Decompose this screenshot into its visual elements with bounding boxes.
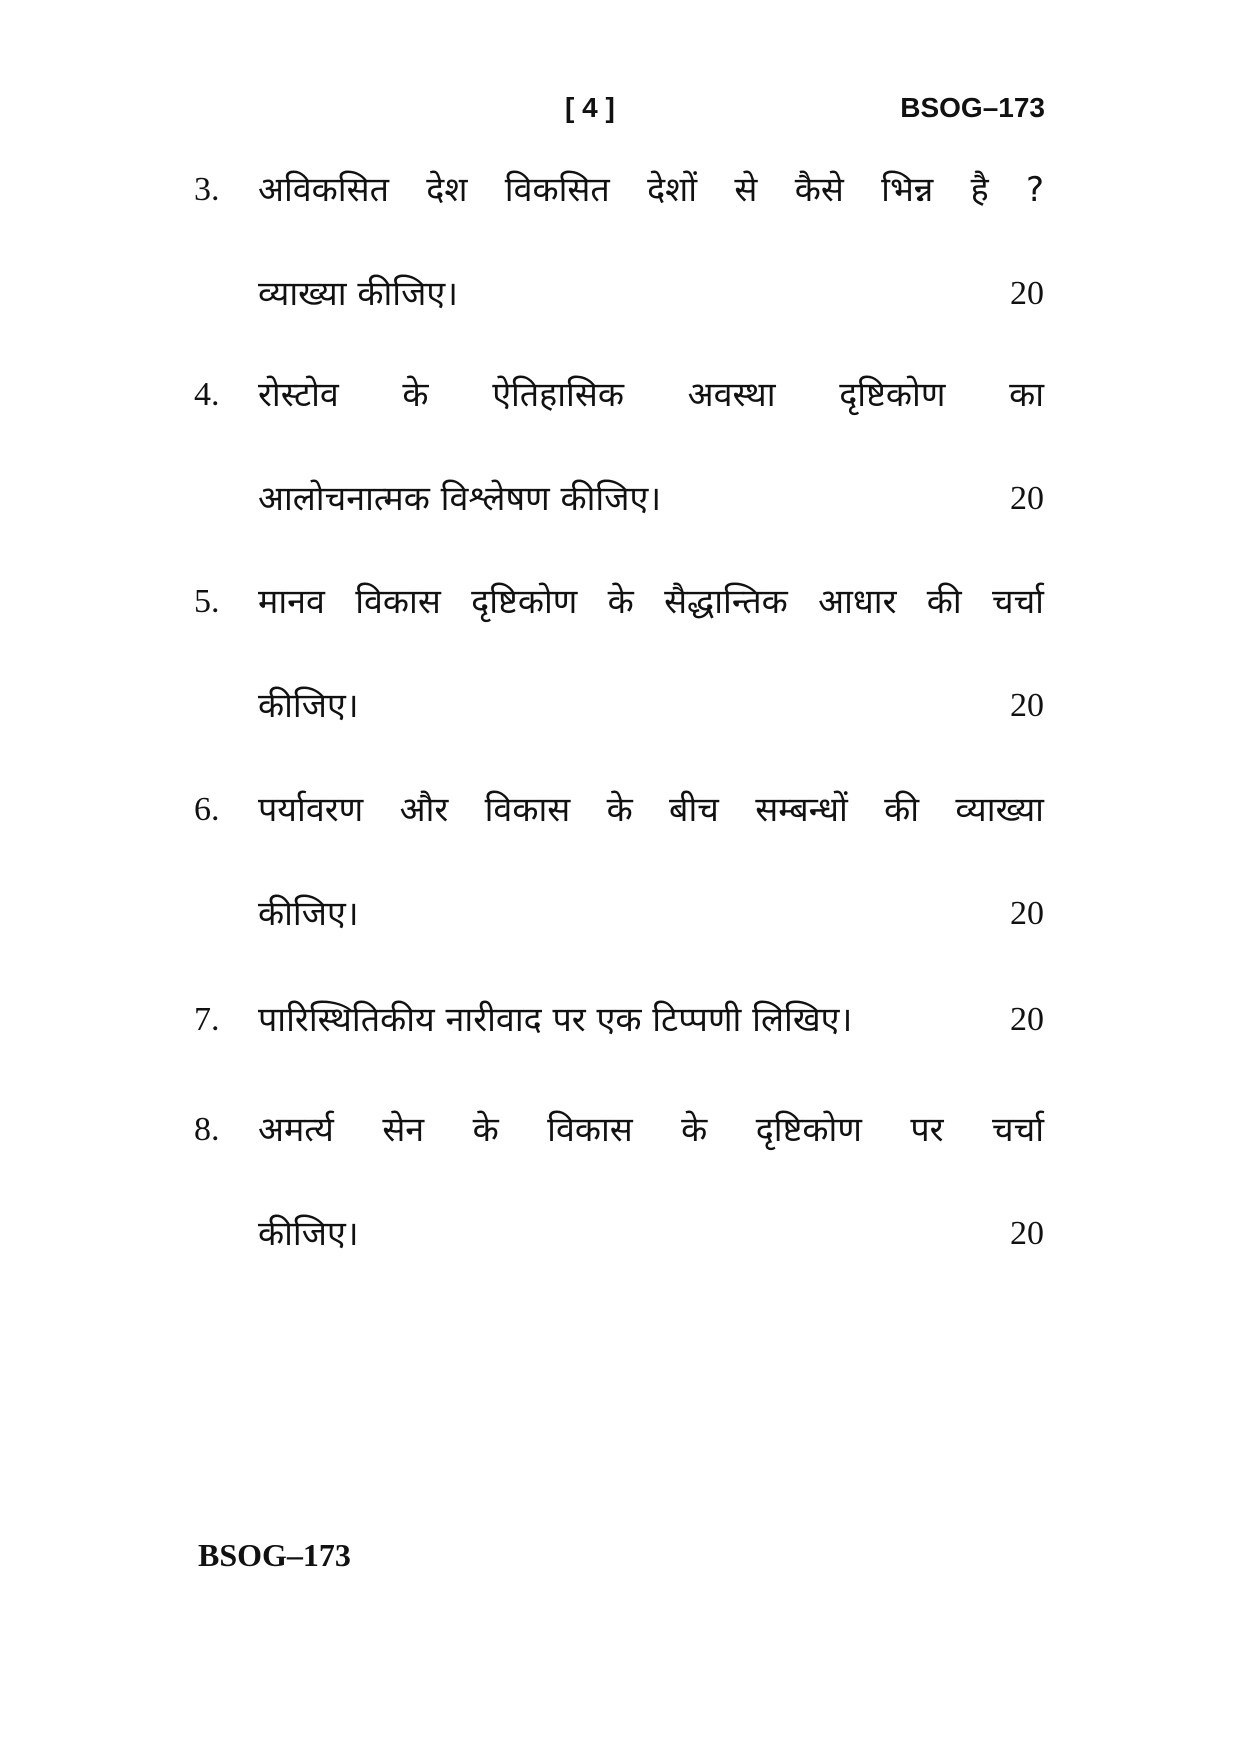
question-text-line-2: कीजिए। xyxy=(258,686,359,726)
question-text-line-1: अविकसित देश विकसित देशों से कैसे भिन्न है ? xyxy=(258,170,1044,210)
question-text-line-1: पारिस्थितिकीय नारीवाद पर एक टिप्पणी लिखिए। xyxy=(258,1000,853,1040)
header-course-code: BSOG–173 xyxy=(900,92,1045,123)
question-number: 3. xyxy=(194,171,220,208)
question-number: 6. xyxy=(194,791,220,828)
question-text-line-2: कीजिए। xyxy=(258,894,359,934)
question-marks: 20 xyxy=(1010,687,1044,724)
question-text-line-2: कीजिए। xyxy=(258,1214,359,1254)
question-text-line-2: व्याख्या कीजिए। xyxy=(258,274,459,314)
question-number: 4. xyxy=(194,376,220,413)
question-marks: 20 xyxy=(1010,895,1044,932)
question-text-line-1: मानव विकास दृष्टिकोण के सैद्धान्तिक आधार की चर्चा xyxy=(258,582,1044,622)
question-text-line-1: रोस्टोव के ऐतिहासिक अवस्था दृष्टिकोण का xyxy=(258,375,1044,415)
question-marks: 20 xyxy=(1010,275,1044,312)
page-number: [ 4 ] xyxy=(565,92,615,123)
question-marks: 20 xyxy=(1010,1001,1044,1038)
question-text-line-2: आलोचनात्मक विश्लेषण कीजिए। xyxy=(258,479,662,519)
question-marks: 20 xyxy=(1010,1215,1044,1252)
footer-course-code: BSOG–173 xyxy=(198,1537,351,1573)
question-number: 7. xyxy=(194,1001,220,1038)
question-text-line-1: पर्यावरण और विकास के बीच सम्बन्धों की व्याख्या xyxy=(258,790,1044,830)
question-number: 5. xyxy=(194,583,220,620)
question-text-line-1: अमर्त्य सेन के विकास के दृष्टिकोण पर चर्चा xyxy=(258,1110,1044,1150)
question-marks: 20 xyxy=(1010,480,1044,517)
question-number: 8. xyxy=(194,1111,220,1148)
